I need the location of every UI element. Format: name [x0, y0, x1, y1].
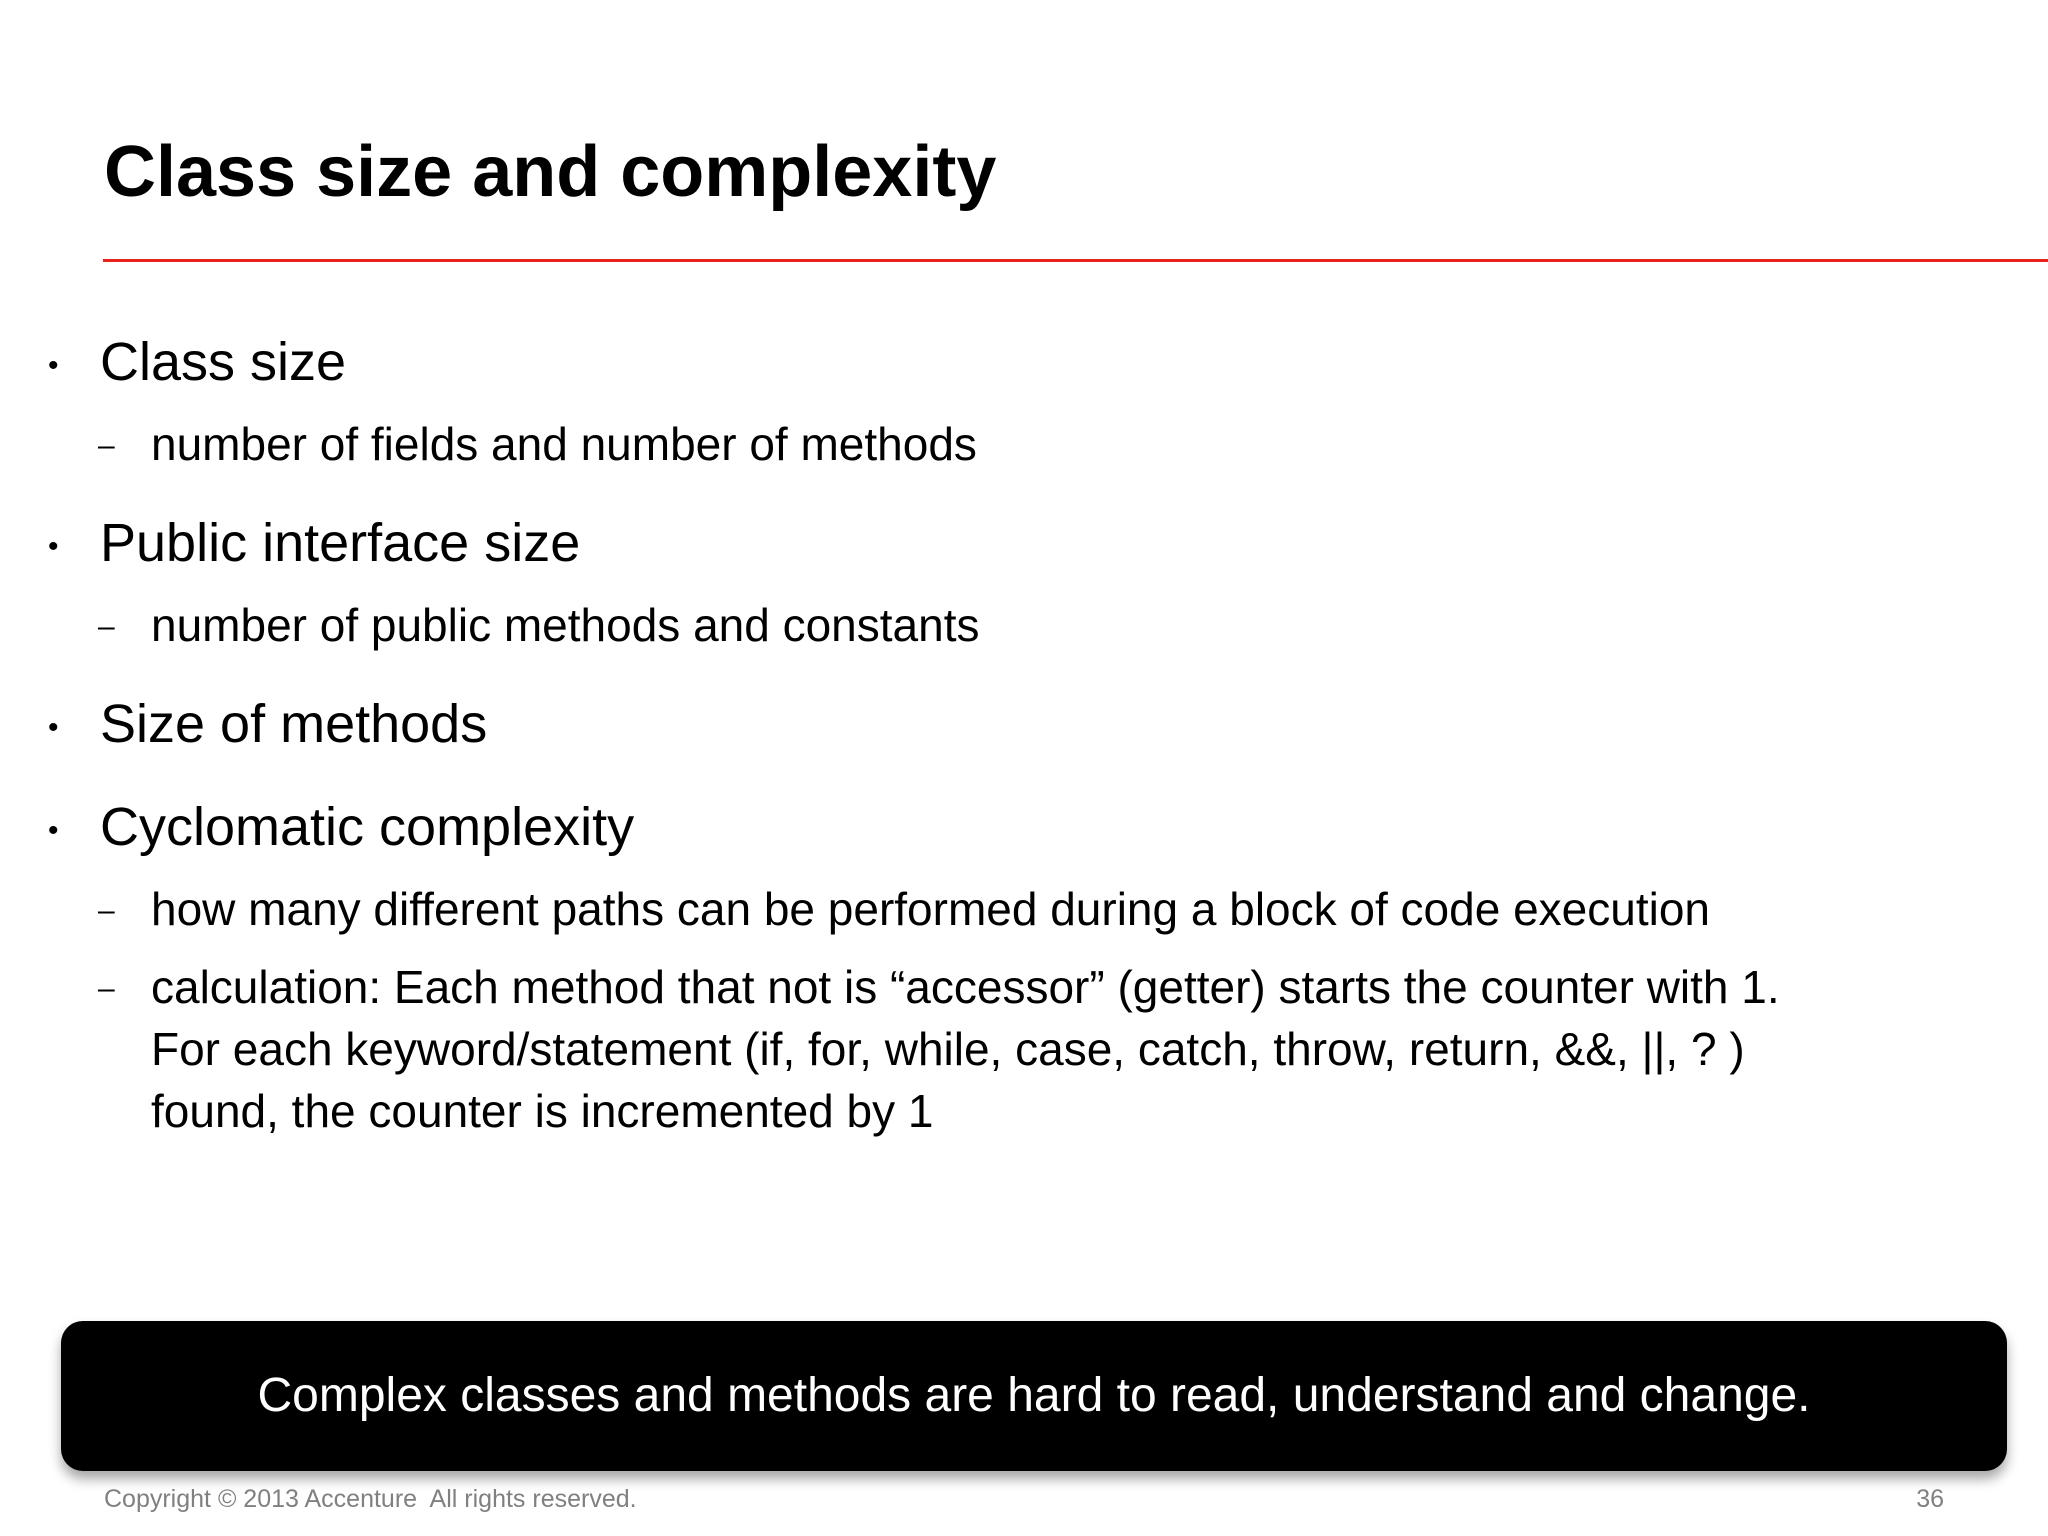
sub-item-public-methods: number of public methods and constants — [151, 599, 980, 651]
sub-item-fields-methods: number of fields and number of methods — [151, 418, 977, 470]
sub-item-calculation-line-3: found, the counter is incremented by 1 — [151, 1085, 934, 1137]
bullet-icon: • — [48, 711, 59, 744]
callout-box — [61, 1321, 2007, 1471]
bullet-item-size-of-methods: Size of methods — [100, 694, 488, 754]
bullet-icon: • — [48, 814, 59, 847]
bullet-icon: • — [48, 530, 59, 563]
dash-icon: – — [98, 610, 115, 643]
page-number: 36 — [1916, 1485, 1944, 1513]
dash-icon: – — [98, 894, 115, 927]
callout-text: Complex classes and methods are hard to read, understand and change. — [257, 1369, 1811, 1422]
bullet-item-cyclomatic: Cyclomatic complexity — [100, 797, 635, 857]
sub-item-calculation-line-2: For each keyword/statement (if, for, while, case, catch, throw, return, &&, ||, ? ) — [151, 1023, 1745, 1075]
bullet-item-class-size: Class size — [100, 332, 347, 392]
slide-title: Class size and complexity — [104, 132, 997, 212]
bullet-item-public-interface: Public interface size — [100, 513, 581, 573]
dash-icon: – — [98, 429, 115, 462]
bullet-icon: • — [48, 349, 59, 382]
title-divider — [103, 259, 2048, 262]
sub-item-paths: how many different paths can be performed during a block of code execution — [151, 883, 1710, 935]
dash-icon: – — [98, 972, 115, 1005]
sub-item-calculation-line-1: calculation: Each method that not is “accessor” (getter) starts the counter with 1. — [151, 961, 1780, 1013]
copyright-notice: Copyright © 2013 Accenture All rights reserved. — [104, 1485, 637, 1513]
